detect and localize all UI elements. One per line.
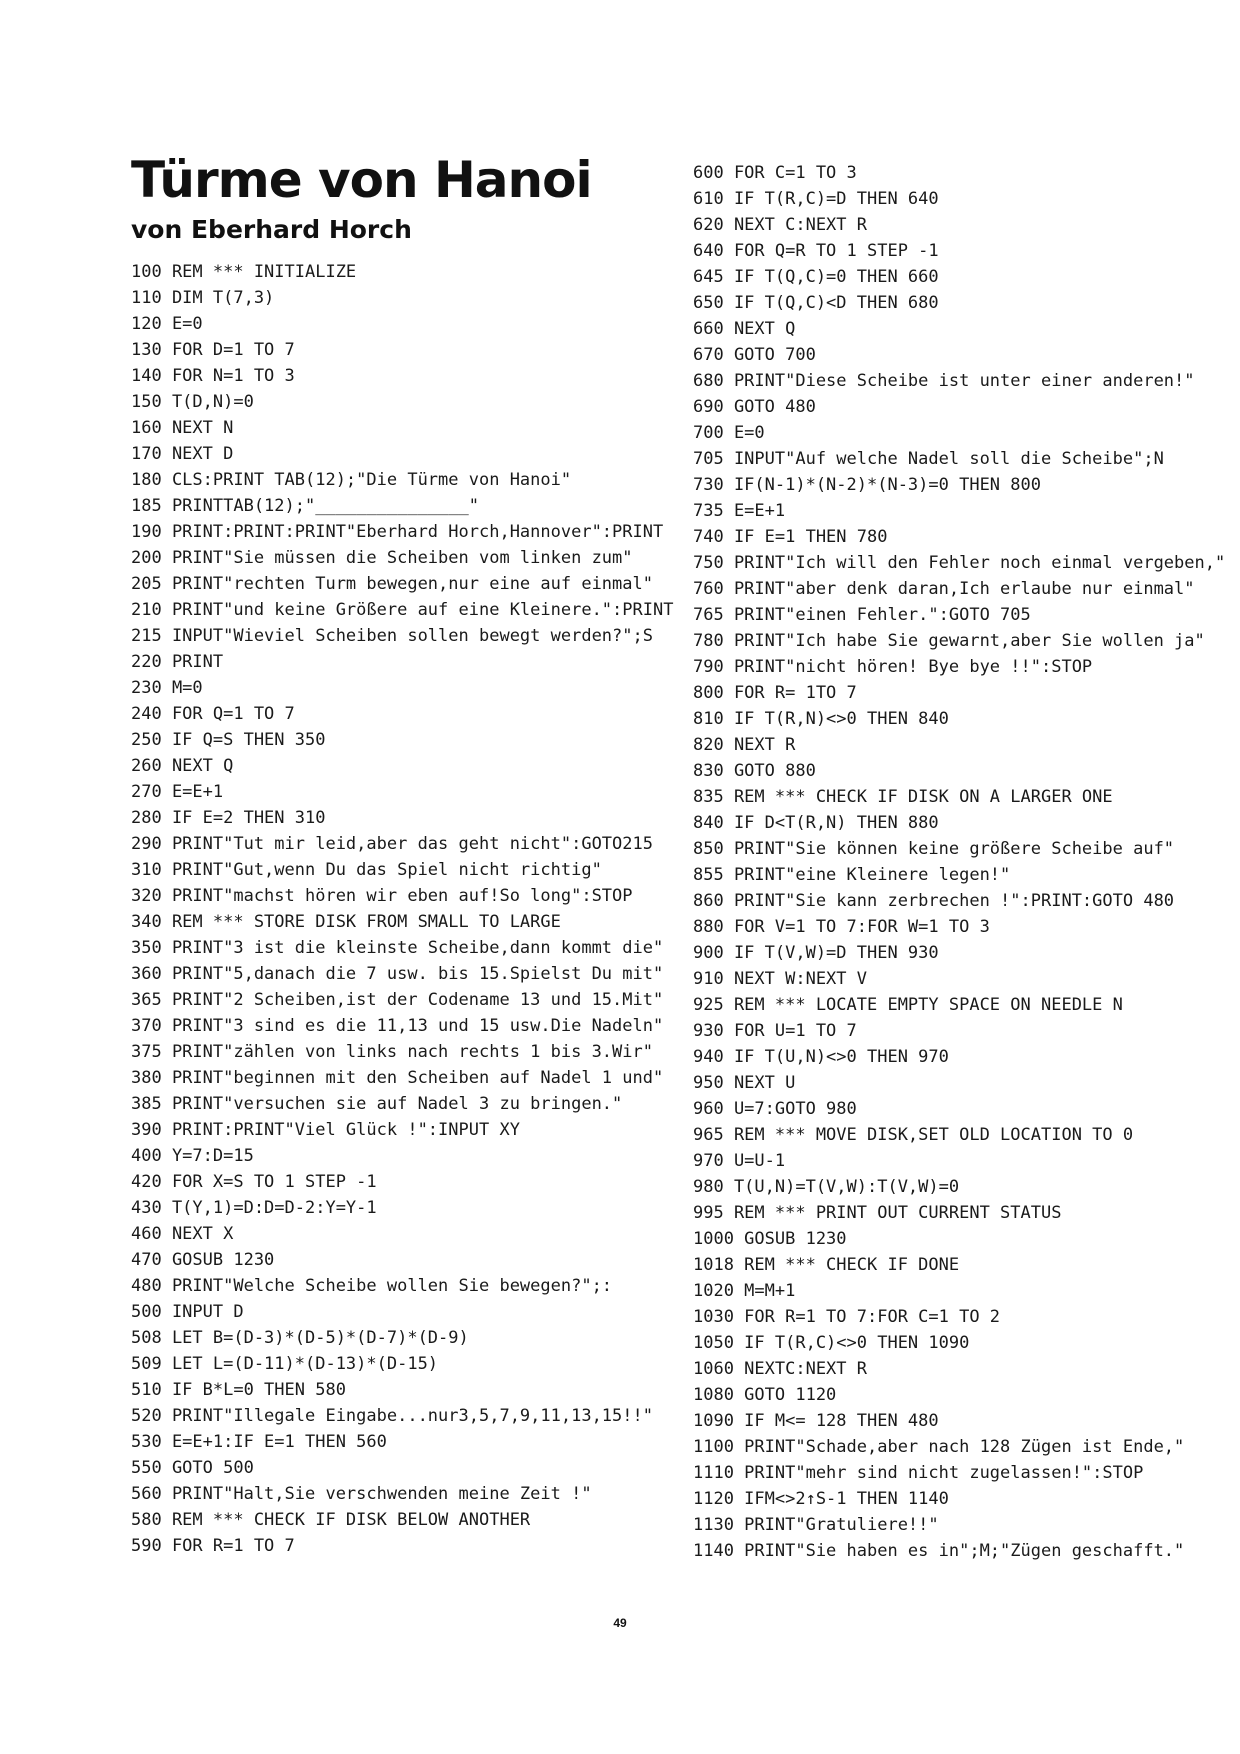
code-line: 250 IF Q=S THEN 350 [131,730,326,750]
code-line: 230 M=0 [131,678,203,698]
article-author: von Eberhard Horch [131,215,412,244]
code-line: 200 PRINT"Sie müssen die Scheiben vom linken zum" [131,548,633,568]
code-line: 965 REM *** MOVE DISK,SET OLD LOCATION TO 0 [693,1125,1134,1145]
code-line: 220 PRINT [131,652,224,672]
code-line: 750 PRINT"Ich will den Fehler noch einmal vergeben," [693,553,1226,573]
code-line: 480 PRINT"Welche Scheibe wollen Sie bewegen?";: [131,1276,613,1296]
code-line: 740 IF E=1 THEN 780 [693,527,888,547]
code-line: 765 PRINT"einen Fehler.":GOTO 705 [693,605,1031,625]
code-line: 590 FOR R=1 TO 7 [131,1536,295,1556]
code-line: 855 PRINT"eine Kleinere legen!" [693,865,1011,885]
code-line: 205 PRINT"rechten Turm bewegen,nur eine auf einmal" [131,574,653,594]
code-line: 995 REM *** PRINT OUT CURRENT STATUS [693,1203,1062,1223]
article-title: Türme von Hanoi [131,151,592,209]
code-line: 550 GOTO 500 [131,1458,254,1478]
code-line: 509 LET L=(D-11)*(D-13)*(D-15) [131,1354,439,1374]
code-line: 1120 IFM<>2↑S-1 THEN 1140 [693,1489,949,1509]
code-line: 730 IF(N-1)*(N-2)*(N-3)=0 THEN 800 [693,475,1041,495]
code-line: 280 IF E=2 THEN 310 [131,808,326,828]
code-line: 910 NEXT W:NEXT V [693,969,867,989]
code-listing-left [131,259,673,1559]
code-line: 1140 PRINT"Sie haben es in";M;"Zügen geschafft." [693,1541,1185,1561]
code-line: 400 Y=7:D=15 [131,1146,254,1166]
code-line: 1050 IF T(R,C)<>0 THEN 1090 [693,1333,970,1353]
code-line: 580 REM *** CHECK IF DISK BELOW ANOTHER [131,1510,531,1530]
code-line: 670 GOTO 700 [693,345,816,365]
code-line: 780 PRINT"Ich habe Sie gewarnt,aber Sie wollen ja" [693,631,1205,651]
code-line: 830 GOTO 880 [693,761,816,781]
code-line: 900 IF T(V,W)=D THEN 930 [693,943,939,963]
code-line: 660 NEXT Q [693,319,796,339]
code-listing-right [693,160,1225,1564]
code-line: 760 PRINT"aber denk daran,Ich erlaube nur einmal" [693,579,1195,599]
code-line: 600 FOR C=1 TO 3 [693,163,857,183]
code-line: 510 IF B*L=0 THEN 580 [131,1380,346,1400]
code-line: 420 FOR X=S TO 1 STEP -1 [131,1172,377,1192]
code-line: 365 PRINT"2 Scheiben,ist der Codename 13 und 15.Mit" [131,990,664,1010]
code-line: 170 NEXT D [131,444,234,464]
code-line: 150 T(D,N)=0 [131,392,254,412]
code-line: 240 FOR Q=1 TO 7 [131,704,295,724]
code-line: 160 NEXT N [131,418,234,438]
code-line: 620 NEXT C:NEXT R [693,215,867,235]
code-line: 310 PRINT"Gut,wenn Du das Spiel nicht richtig" [131,860,602,880]
code-line: 735 E=E+1 [693,501,786,521]
code-line: 270 E=E+1 [131,782,224,802]
code-line: 130 FOR D=1 TO 7 [131,340,295,360]
code-line: 560 PRINT"Halt,Sie verschwenden meine Zeit !" [131,1484,592,1504]
code-line: 508 LET B=(D-3)*(D-5)*(D-7)*(D-9) [131,1328,469,1348]
code-line: 140 FOR N=1 TO 3 [131,366,295,386]
code-line: 835 REM *** CHECK IF DISK ON A LARGER ONE [693,787,1113,807]
code-line: 1090 IF M<= 128 THEN 480 [693,1411,939,1431]
code-line: 1018 REM *** CHECK IF DONE [693,1255,960,1275]
code-line: 840 IF D<T(R,N) THEN 880 [693,813,939,833]
code-line: 1060 NEXTC:NEXT R [693,1359,867,1379]
code-line: 705 INPUT"Auf welche Nadel soll die Scheibe";N [693,449,1164,469]
code-line: 430 T(Y,1)=D:D=D-2:Y=Y-1 [131,1198,377,1218]
code-line: 375 PRINT"zählen von links nach rechts 1 bis 3.Wir" [131,1042,653,1062]
code-line: 700 E=0 [693,423,765,443]
code-line: 185 PRINTTAB(12);"_______________" [131,496,479,516]
code-line: 260 NEXT Q [131,756,234,776]
code-line: 210 PRINT"und keine Größere auf eine Kleinere.":PRINT [131,600,674,620]
code-line: 925 REM *** LOCATE EMPTY SPACE ON NEEDLE N [693,995,1123,1015]
code-line: 800 FOR R= 1TO 7 [693,683,857,703]
code-line: 790 PRINT"nicht hören! Bye bye !!":STOP [693,657,1093,677]
code-line: 820 NEXT R [693,735,796,755]
code-line: 120 E=0 [131,314,203,334]
code-line: 850 PRINT"Sie können keine größere Scheibe auf" [693,839,1175,859]
code-line: 1080 GOTO 1120 [693,1385,837,1405]
code-line: 520 PRINT"Illegale Eingabe...nur3,5,7,9,11,13,15!!" [131,1406,653,1426]
code-line: 380 PRINT"beginnen mit den Scheiben auf Nadel 1 und" [131,1068,664,1088]
code-line: 810 IF T(R,N)<>0 THEN 840 [693,709,949,729]
code-line: 190 PRINT:PRINT:PRINT"Eberhard Horch,Hannover":PRINT [131,522,664,542]
code-line: 650 IF T(Q,C)<D THEN 680 [693,293,939,313]
page-number: 49 [613,1616,627,1630]
code-line: 950 NEXT U [693,1073,796,1093]
code-line: 1130 PRINT"Gratuliere!!" [693,1515,939,1535]
code-line: 385 PRINT"versuchen sie auf Nadel 3 zu bringen." [131,1094,623,1114]
code-line: 940 IF T(U,N)<>0 THEN 970 [693,1047,949,1067]
code-line: 970 U=U-1 [693,1151,786,1171]
code-line: 460 NEXT X [131,1224,234,1244]
code-line: 980 T(U,N)=T(V,W):T(V,W)=0 [693,1177,960,1197]
code-line: 1020 M=M+1 [693,1281,796,1301]
code-line: 640 FOR Q=R TO 1 STEP -1 [693,241,939,261]
code-line: 930 FOR U=1 TO 7 [693,1021,857,1041]
code-line: 610 IF T(R,C)=D THEN 640 [693,189,939,209]
code-line: 860 PRINT"Sie kann zerbrechen !":PRINT:GOTO 480 [693,891,1175,911]
code-line: 100 REM *** INITIALIZE [131,262,357,282]
code-line: 1000 GOSUB 1230 [693,1229,847,1249]
code-line: 350 PRINT"3 ist die kleinste Scheibe,dann kommt die" [131,938,664,958]
code-line: 215 INPUT"Wieviel Scheiben sollen bewegt werden?";S [131,626,653,646]
code-line: 960 U=7:GOTO 980 [693,1099,857,1119]
code-line: 530 E=E+1:IF E=1 THEN 560 [131,1432,387,1452]
code-line: 880 FOR V=1 TO 7:FOR W=1 TO 3 [693,917,990,937]
code-line: 470 GOSUB 1230 [131,1250,275,1270]
code-line: 370 PRINT"3 sind es die 11,13 und 15 usw.Die Nadeln" [131,1016,664,1036]
code-line: 645 IF T(Q,C)=0 THEN 660 [693,267,939,287]
code-line: 340 REM *** STORE DISK FROM SMALL TO LARGE [131,912,561,932]
code-line: 180 CLS:PRINT TAB(12);"Die Türme von Hanoi" [131,470,572,490]
code-line: 1110 PRINT"mehr sind nicht zugelassen!":STOP [693,1463,1144,1483]
code-line: 320 PRINT"machst hören wir eben auf!So long":STOP [131,886,633,906]
code-line: 500 INPUT D [131,1302,244,1322]
code-line: 680 PRINT"Diese Scheibe ist unter einer anderen!" [693,371,1195,391]
code-line: 110 DIM T(7,3) [131,288,275,308]
code-line: 1030 FOR R=1 TO 7:FOR C=1 TO 2 [693,1307,1001,1327]
code-line: 690 GOTO 480 [693,397,816,417]
code-line: 290 PRINT"Tut mir leid,aber das geht nicht":GOTO215 [131,834,653,854]
code-line: 390 PRINT:PRINT"Viel Glück !":INPUT XY [131,1120,520,1140]
code-line: 360 PRINT"5,danach die 7 usw. bis 15.Spielst Du mit" [131,964,664,984]
code-line: 1100 PRINT"Schade,aber nach 128 Zügen ist Ende," [693,1437,1185,1457]
